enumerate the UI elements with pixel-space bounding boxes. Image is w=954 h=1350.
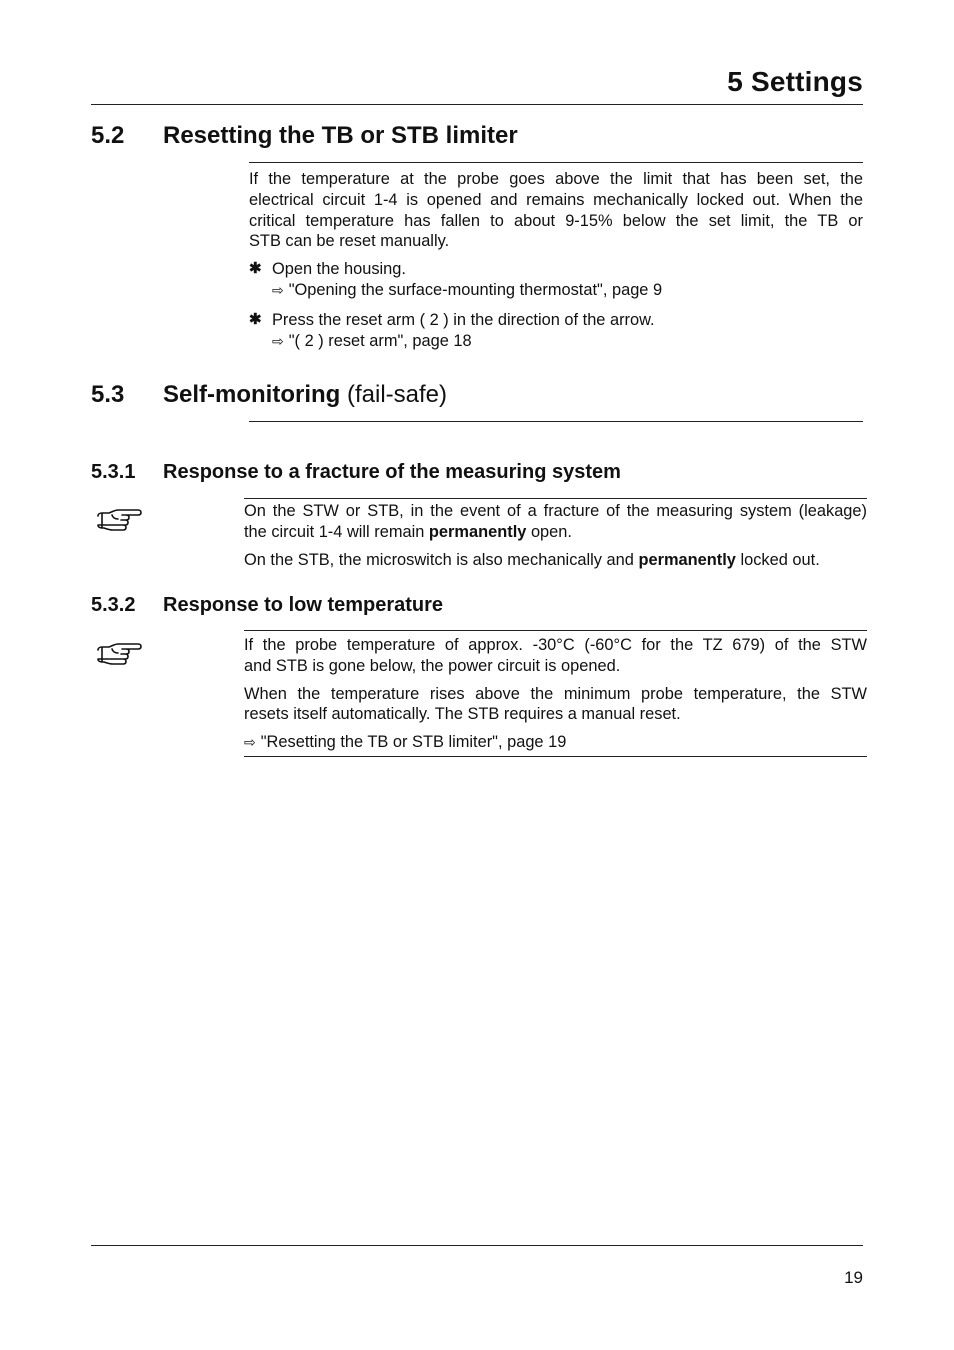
asterisk-bullet-icon: ✱ (249, 311, 262, 328)
cross-reference-text: "( 2 ) reset arm", page 18 (288, 331, 472, 350)
pointing-hand-icon (96, 641, 142, 671)
section-title-bold: Self-monitoring (163, 381, 341, 408)
page-number: 19 (844, 1268, 863, 1287)
note-line: On the STW or STB, in the event of a fracture of the measuring system (leakage) (244, 502, 867, 520)
note-text: open. (526, 522, 572, 541)
section-rule (249, 162, 863, 163)
section-title-suffix: (fail-safe) (347, 381, 448, 408)
section-5-3-heading (91, 381, 447, 409)
note-line: and STB is gone below, the power circuit is opened. (244, 656, 621, 675)
note-bottom-rule (244, 756, 867, 757)
asterisk-bullet-icon: ✱ (249, 260, 262, 277)
arrow-right-icon: ⇨ (272, 281, 284, 298)
cross-reference-text: "Resetting the TB or STB limiter", page 19 (260, 733, 567, 752)
chapter-title: 5 Settings (727, 66, 863, 97)
step-text: Open the housing. (272, 260, 406, 278)
arrow-right-icon: ⇨ (272, 332, 284, 349)
footer-rule (91, 1245, 863, 1246)
intro-line: electrical circuit 1-4 is opened and remains mechanically locked out. When the (249, 190, 863, 209)
section-title: Response to low temperature (163, 594, 444, 616)
section-rule (249, 421, 863, 422)
low-temperature-note (244, 635, 867, 753)
note-line (244, 522, 867, 543)
note-text: On the STB, the microswitch is also mechanically and (244, 550, 639, 569)
note-top-rule (244, 630, 867, 631)
section-title: Resetting the TB or STB limiter (163, 122, 518, 149)
section-5-3-2-heading (91, 594, 443, 617)
cross-reference-link[interactable] (272, 331, 472, 352)
section-number: 5.3.1 (91, 461, 136, 483)
step-text: Press the reset arm ( 2 ) in the direction of the arrow. (272, 311, 655, 329)
section-number: 5.3 (91, 381, 125, 408)
section-5-2-heading (91, 122, 518, 150)
section-number: 5.3.2 (91, 594, 136, 616)
section-number: 5.2 (91, 122, 125, 149)
section-5-3-1-heading (91, 461, 621, 484)
cross-reference-link[interactable] (272, 280, 662, 301)
section-5-2-intro (249, 169, 863, 252)
note-line (244, 550, 867, 571)
note-line: If the probe temperature of approx. -30°C (-60°C for the TZ 679) of the STW (244, 636, 867, 654)
note-text: locked out. (735, 550, 820, 569)
intro-line: STB can be reset manually. (249, 232, 450, 251)
arrow-right-icon: ⇨ (244, 734, 256, 751)
section-title: Response to a fracture of the measuring system (163, 461, 621, 483)
cross-reference-link[interactable] (244, 732, 867, 753)
emphasis-text: permanently (428, 522, 527, 541)
emphasis-text: permanently (638, 550, 736, 569)
cross-reference-text: "Opening the surface-mounting thermostat", page 9 (288, 280, 663, 299)
intro-line: If the temperature at the probe goes above the limit that has been set, the (249, 170, 863, 188)
note-top-rule (244, 498, 867, 499)
fracture-note (244, 501, 867, 570)
note-line: When the temperature rises above the minimum probe temperature, the STW (244, 684, 867, 703)
note-text: the circuit 1-4 will remain (244, 522, 429, 541)
pointing-hand-icon (96, 507, 142, 537)
intro-line: critical temperature has fallen to about 9-15% below the set limit, the TB or (249, 211, 863, 230)
note-line: resets itself automatically. The STB requires a manual reset. (244, 705, 681, 724)
header-rule (91, 104, 863, 105)
